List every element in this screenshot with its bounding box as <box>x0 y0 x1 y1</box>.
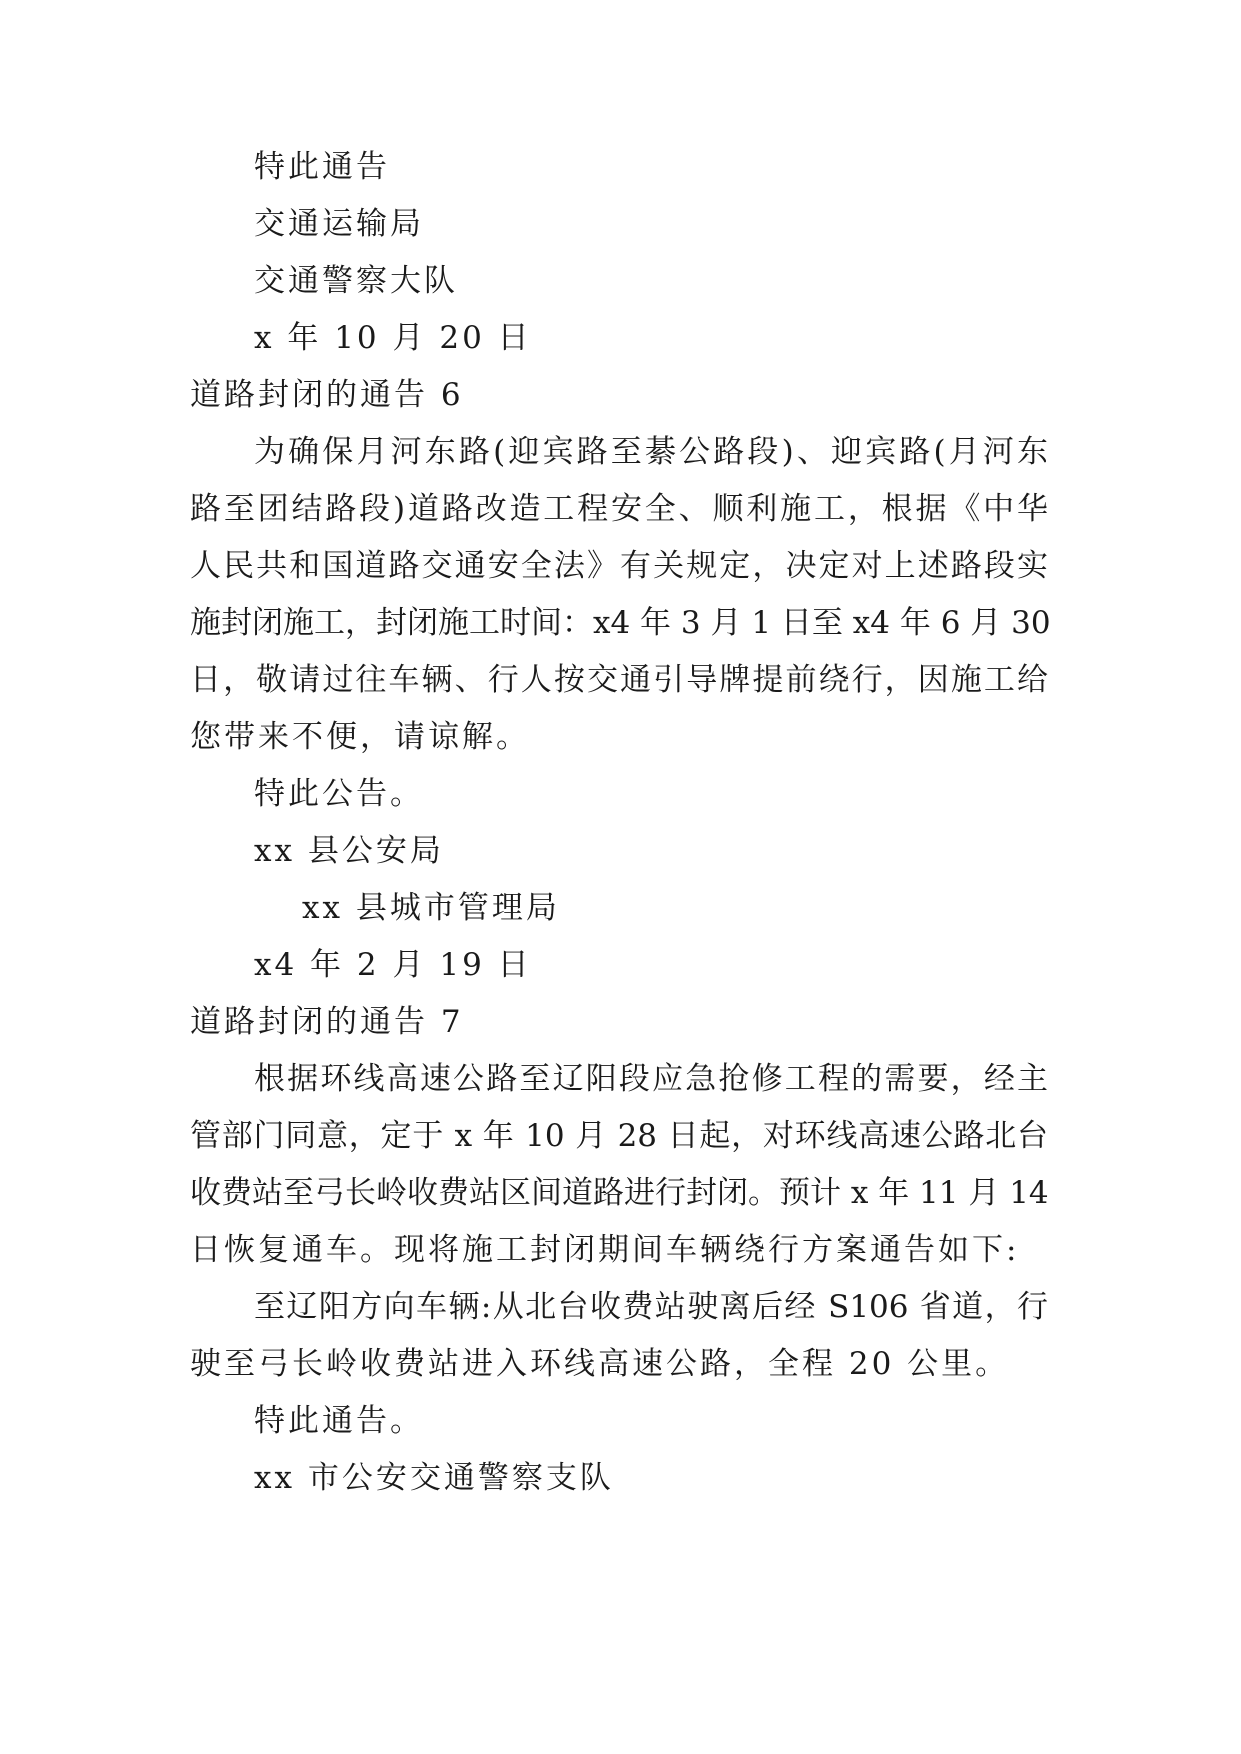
notice-7-body-line: 根据环线高速公路至辽阳段应急抢修工程的需要，经主 <box>254 1061 1048 1097</box>
notice-6-closing: 特此公告。 <box>254 776 424 812</box>
closing-text: 特此通告 <box>254 149 390 185</box>
notice-7-body-line: 至辽阳方向车辆:从北台收费站驶离后经 S106 省道，行 <box>254 1289 1048 1325</box>
notice-6-body-line: 您带来不便，请谅解。 <box>190 719 530 755</box>
notice-6-signer-police: xx 县公安局 <box>254 833 444 869</box>
signer-traffic-police: 交通警察大队 <box>254 263 458 299</box>
notice-6-heading: 道路封闭的通告 6 <box>190 377 464 413</box>
notice-6-date: x4 年 2 月 19 日 <box>254 947 532 983</box>
notice-6-body-line: 路至团结路段)道路改造工程安全、顺利施工，根据《中华 <box>190 491 1048 527</box>
notice-7-body-line: 驶至弓长岭收费站进入环线高速公路，全程 20 公里。 <box>190 1346 1010 1382</box>
notice-6-signer-city-management: xx 县城市管理局 <box>302 890 560 926</box>
notice-7-body-line: 收费站至弓长岭收费站区间道路进行封闭。预计 x 年 11 月 14 <box>190 1175 1049 1211</box>
notice-date: x 年 10 月 20 日 <box>254 320 532 356</box>
notice-7-body-line: 管部门同意，定于 x 年 10 月 28 日起，对环线高速公路北台 <box>190 1118 1048 1154</box>
notice-7-closing: 特此通告。 <box>254 1403 424 1439</box>
notice-6-body-line: 日，敬请过往车辆、行人按交通引导牌提前绕行，因施工给 <box>190 662 1048 698</box>
notice-6-body-line: 施封闭施工，封闭施工时间：x4 年 3 月 1 日至 x4 年 6 月 30 <box>190 605 1051 641</box>
signer-transport-bureau: 交通运输局 <box>254 206 424 242</box>
notice-6-body-line: 人民共和国道路交通安全法》有关规定，决定对上述路段实 <box>190 548 1048 584</box>
notice-7-body-line: 日恢复通车。现将施工封闭期间车辆绕行方案通告如下: <box>190 1232 1020 1268</box>
notice-7-signer-traffic-police: xx 市公安交通警察支队 <box>254 1460 614 1496</box>
notice-6-body-line: 为确保月河东路(迎宾路至綦公路段)、迎宾路(月河东 <box>254 434 1048 470</box>
notice-7-heading: 道路封闭的通告 7 <box>190 1004 464 1040</box>
